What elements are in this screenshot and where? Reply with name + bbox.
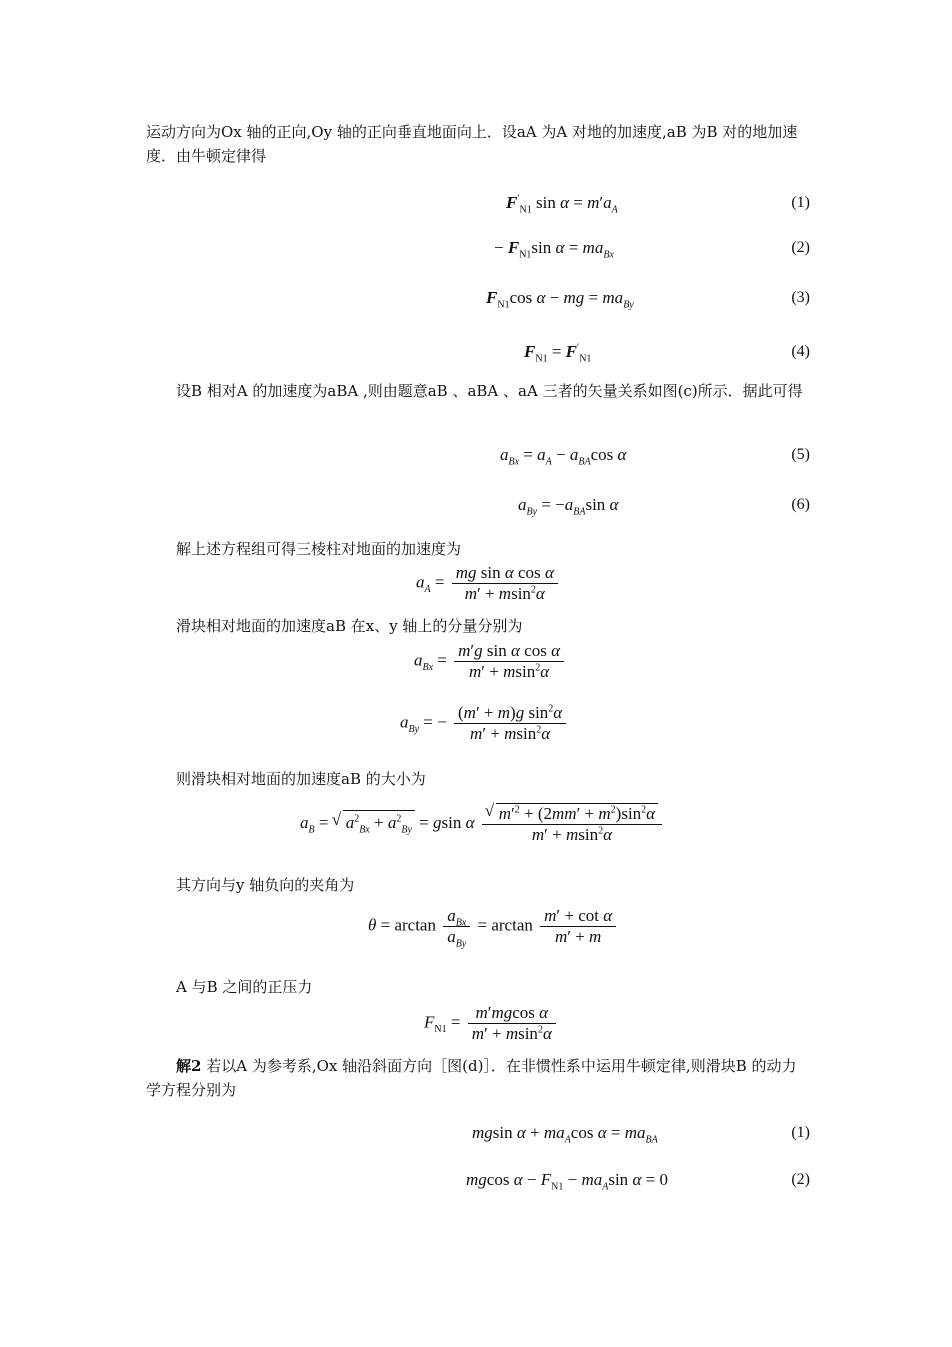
equation-1-body: $F'_{N1}$ $\sin \alpha = m'a_A$ bbox=[506, 193, 618, 216]
equation-aBy bbox=[146, 703, 810, 753]
equation-aBx bbox=[146, 641, 810, 689]
equation-5 bbox=[146, 443, 810, 483]
equation-6 bbox=[146, 493, 810, 533]
equation-aBx-body: $a_{Bx}$ = $\frac{\text{m′g sin α cos α}}{m' + msin^2\alpha}$ bbox=[414, 641, 567, 682]
paragraph-text: 解上述方程组可得三棱柱对地面的加速度为 bbox=[176, 540, 462, 558]
equation-6-body: $a_{By} = -a_{BA}\sin$ α bbox=[518, 495, 619, 518]
equation-number: (1) bbox=[791, 194, 810, 211]
equation-ni-1 bbox=[146, 1121, 810, 1161]
equation-aA-body: $a_A$ = $\frac{\text{mg sin α cos α}}{m' + msin^2\alpha}$ bbox=[416, 563, 561, 604]
equation-FN1 bbox=[146, 1003, 810, 1053]
equation-number: (5) bbox=[791, 446, 810, 463]
equation-number: (4) bbox=[791, 343, 810, 360]
paragraph-text: A 与B 之间的正压力 bbox=[176, 978, 313, 996]
equation-4-body: $F_{N1} = F'_{N1}$ bbox=[524, 342, 592, 365]
equation-number: (2) bbox=[791, 239, 810, 256]
equation-number: (6) bbox=[791, 496, 810, 513]
solution-2-heading: 解2 bbox=[176, 1057, 202, 1075]
equation-aB-magnitude bbox=[146, 803, 810, 857]
paragraph-text: 设B 相对A 的加速度为aBA ,则由题意aB 、aBA 、aA 三者的矢量关系如图(c)所示．据此可得 bbox=[176, 382, 803, 400]
equation-1 bbox=[146, 191, 810, 231]
equation-5-body: $a_{Bx} = a_A - a_{BA}\cos$ α bbox=[500, 445, 627, 468]
equation-number: (3) bbox=[791, 289, 810, 306]
equation-2-body: − $F_{N1}\sin$ $\alpha = ma_{Bx}$ bbox=[494, 238, 614, 261]
equation-4 bbox=[146, 340, 810, 380]
equation-ni-1-body: mgsin $\alpha + ma_A\cos$ $\alpha = ma_{BA}$ bbox=[472, 1123, 658, 1146]
equation-3 bbox=[146, 286, 810, 326]
equation-3-body: $F_{N1}\cos$ α − mg = $ma_{By}$ bbox=[486, 288, 634, 311]
paragraph-magnitude bbox=[146, 767, 810, 791]
equation-ni-2-body: mgcos $\alpha - F_{N1} - ma_A\sin$ α = 0 bbox=[466, 1170, 668, 1193]
paragraph-direction-angle bbox=[146, 873, 810, 897]
equation-theta bbox=[146, 906, 810, 958]
paragraph-relative-acceleration bbox=[146, 379, 810, 403]
equation-FN1-body: $F_{N1}$ = $\frac{\text{m′mgcos α}}{m' + msin^2\alpha}$ bbox=[424, 1003, 559, 1044]
equation-aA bbox=[146, 563, 810, 611]
paragraph-solve-system bbox=[146, 537, 810, 561]
equation-number: (1) bbox=[791, 1124, 810, 1141]
paragraph-text: 其方向与y 轴负向的夹角为 bbox=[176, 876, 355, 894]
equation-aB-magnitude-body: $a_B$ = √ $a^2_{Bx} + a^2_{By} = gsin$ α √ $\frac{m'^2 + (2mm' + m^2)\sin^2\alpha}{m' + msin^2\alpha}$ bbox=[300, 803, 665, 845]
equation-theta-body: θ = arctan $\frac{a_{Bx}}{a_{By}}$ = arctan $\frac{\text{m′ + cot α}}{m' + m}$ bbox=[368, 906, 619, 947]
equation-ni-2 bbox=[146, 1168, 810, 1208]
paragraph-solution-2 bbox=[146, 1054, 810, 1102]
paragraph-motion-direction bbox=[146, 120, 810, 168]
paragraph-components bbox=[146, 614, 810, 638]
paragraph-text: 若以A 为参考系,Ox 轴沿斜面方向［图(d)］．在非惯性系中运用牛顿定律,则滑块B 的动力学方程分别为 bbox=[146, 1057, 797, 1099]
equation-aBy-body: $a_{By}$ = − $\frac{(m' + m)g \sin^2\alpha}{m' + msin^2\alpha}$ bbox=[400, 703, 569, 744]
paragraph-text: 滑块相对地面的加速度aB 在x、y 轴上的分量分别为 bbox=[176, 617, 523, 635]
paragraph-text: 运动方向为Ox 轴的正向,Oy 轴的正向垂直地面向上．设aA 为A 对地的加速度,aB 为B 对的地加速度．由牛顿定律得 bbox=[146, 123, 798, 165]
equation-2 bbox=[146, 236, 810, 276]
paragraph-normal-force bbox=[146, 975, 810, 999]
equation-number: (2) bbox=[791, 1171, 810, 1188]
paragraph-text: 则滑块相对地面的加速度aB 的大小为 bbox=[176, 770, 426, 788]
